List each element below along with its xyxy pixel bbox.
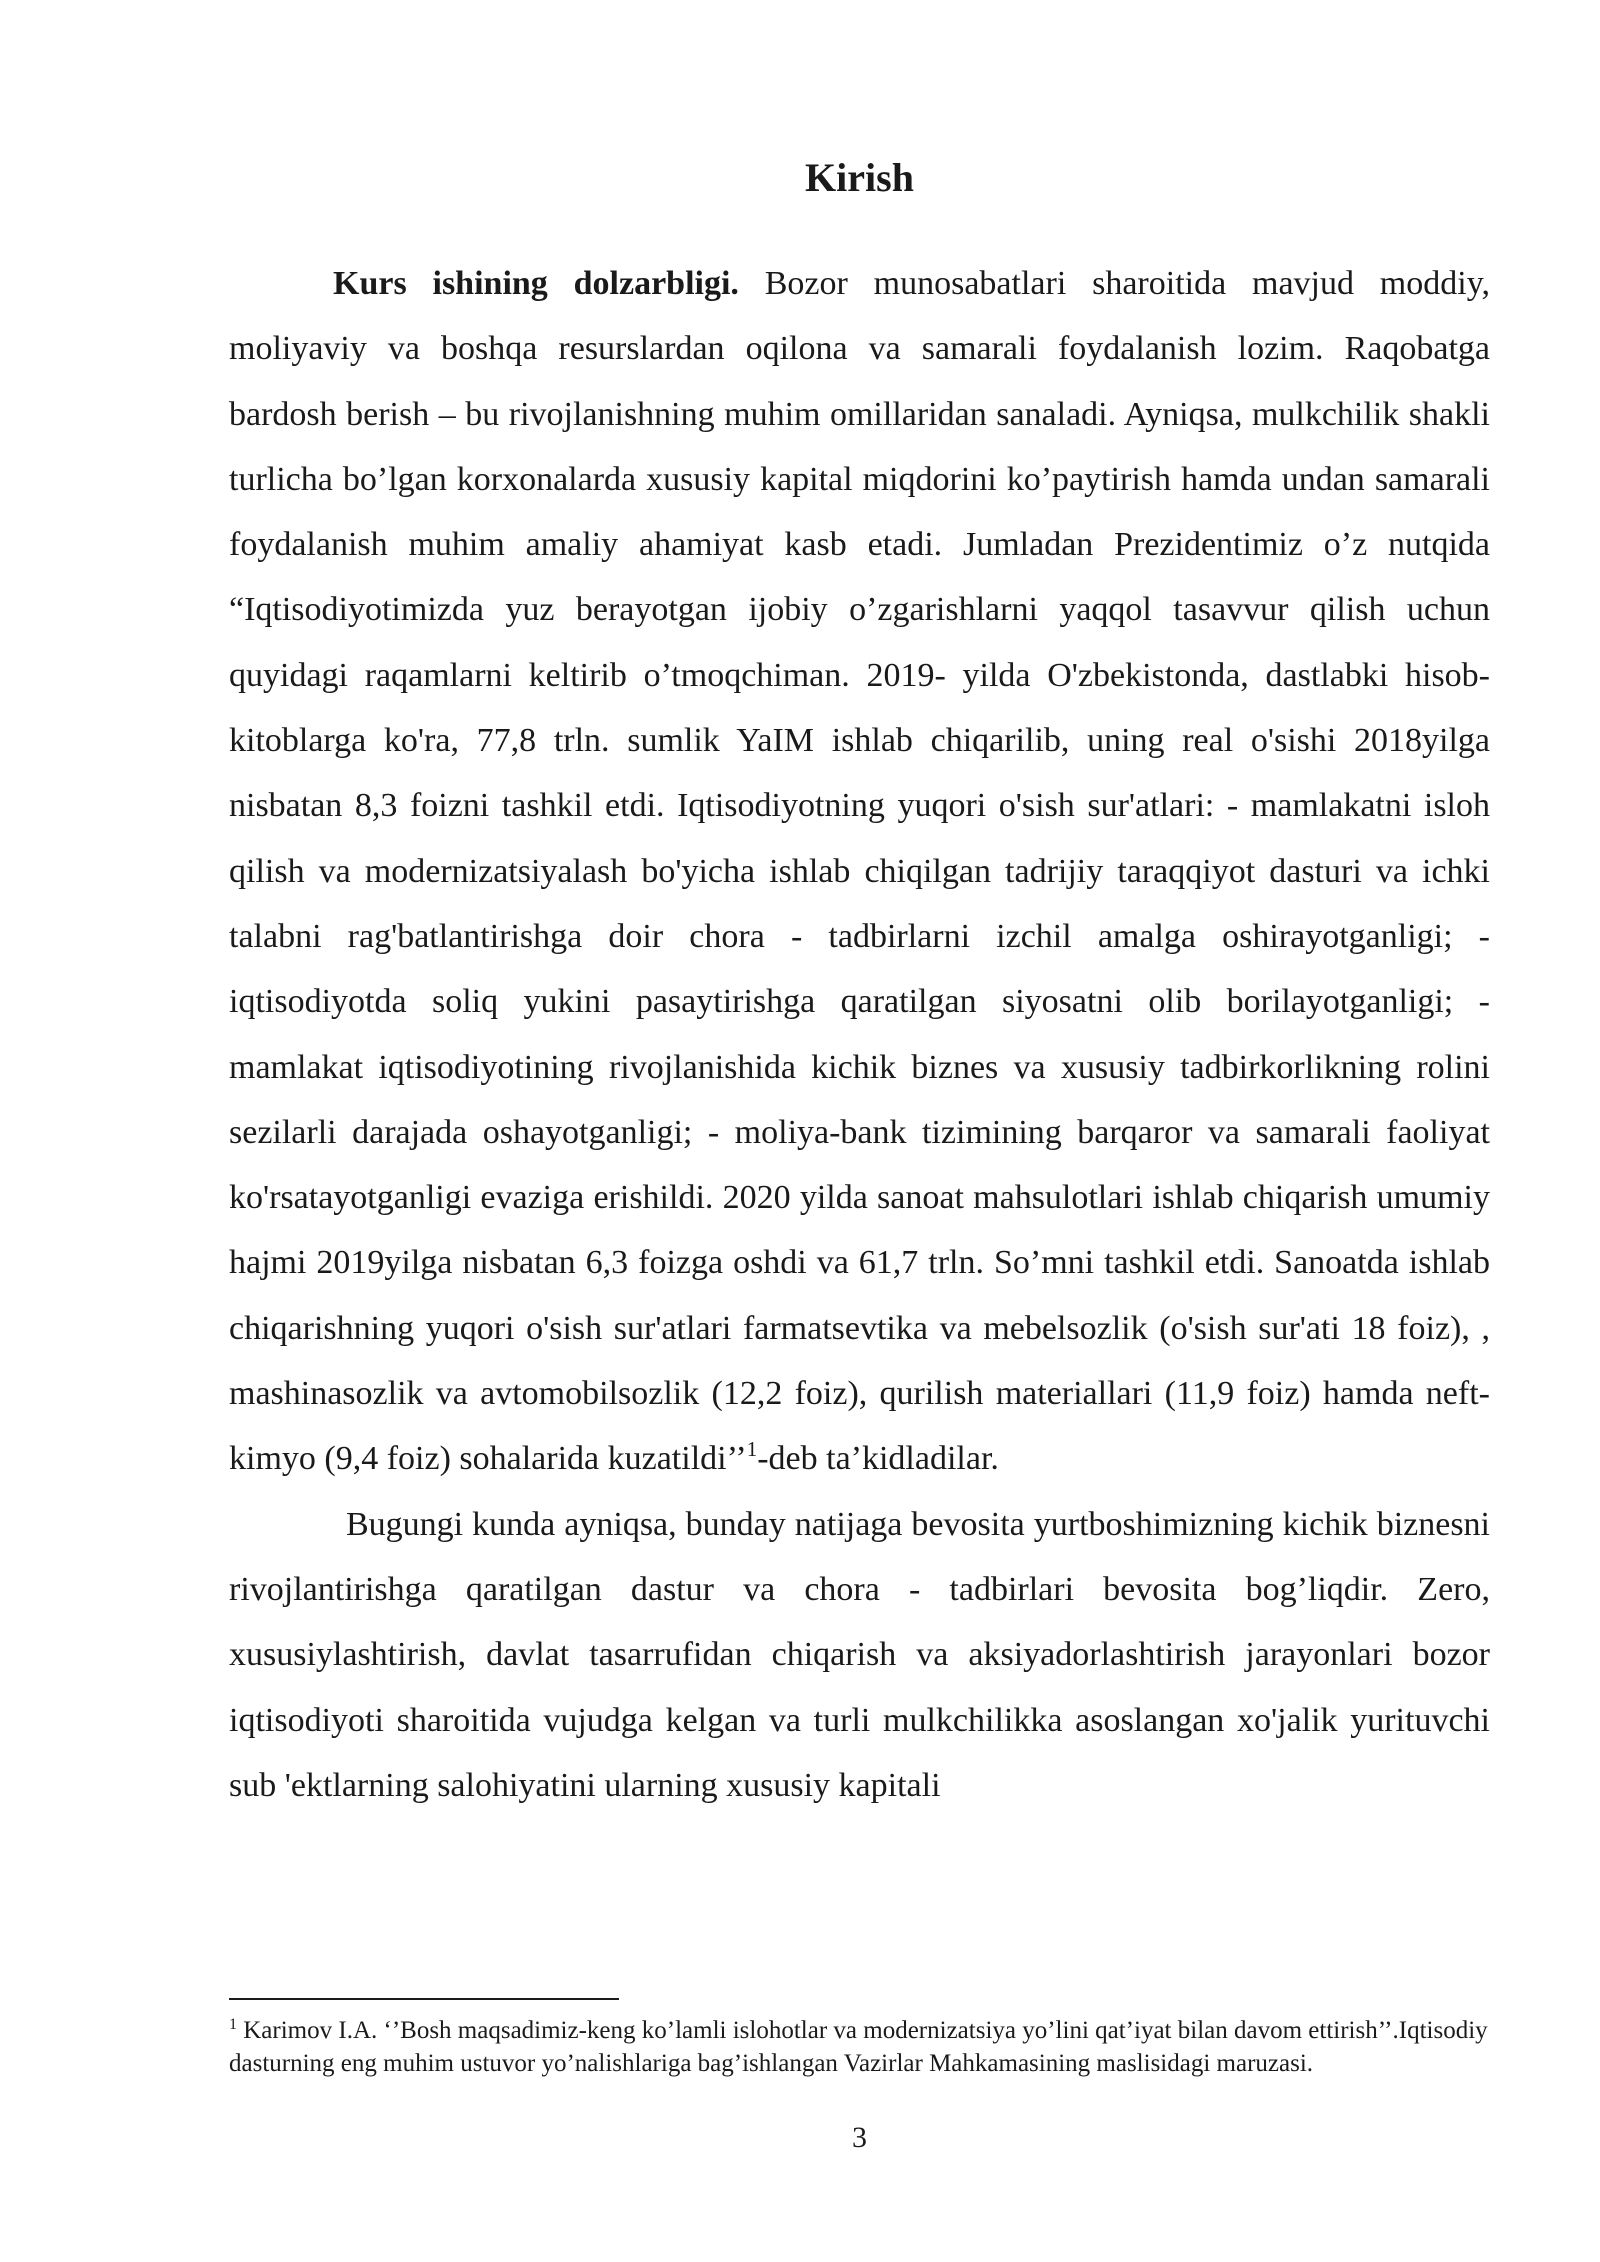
paragraph-lead: Kurs ishining dolzarbligi. <box>333 265 739 302</box>
section-title: Kirish <box>805 155 914 200</box>
footnote-marker: 1 <box>229 2016 237 2033</box>
body-text <box>229 251 1490 1818</box>
footnote-text: Karimov I.A. ‘’Bosh maqsadimiz-keng ko’lamli islohotlar va modernizatsiya yo’lini qat’iyat bilan davom ettirish’’.Iqtisodiy dasturning eng muhim ustuvor yo’nalishlariga bag’ishlangan Vazirlar Mahkamasining maslisidagi maruzasi. <box>229 2017 1488 2077</box>
footnote-reference[interactable]: 1 <box>746 1437 758 1462</box>
footnote-separator <box>229 1998 619 2000</box>
document-page <box>229 0 1490 2262</box>
paragraph-relevance <box>229 251 1490 1492</box>
paragraph-tail: -deb ta’kidladilar. <box>757 1440 999 1478</box>
paragraph-text: Bozor munosabatlari sharoitida mavjud moddiy, moliyaviy va boshqa resurslardan oqilona va samarali foydalanish lozim. Raqobatga bardosh berish – bu rivojlanishning muhim omillaridan sanaladi. Ayniqsa, mulkchilik shakli turlicha bo’lgan korxonalarda xususiy kapital miqdorini ko’paytirish hamda undan samarali foydalanish muhim amaliy ahamiyat kasb etadi. Jumladan Prezidentimiz o’z nutqida “Iqtisodiyotimizda yuz berayotgan ijobiy o’zgarishlarni yaqqol tasavvur qilish uchun quyidagi raqamlarni keltirib o’tmoqchiman. 2019- yilda O'zbekistonda, dastlabki hisob-kitoblarga ko'ra, 77,8 trln. sumlik YaIM ishlab chiqarilib, uning real o'sishi 2018yilga nisbatan 8,3 foizni tashkil etdi. Iqtisodiyotning yuqori o'sish sur'atlari: - mamlakatni isloh qilish va modernizatsiyalash bo'yicha ishlab chiqilgan tadrijiy taraqqiyot dasturi va ichki talabni rag'batlantirishga doir chora - tadbirlarni izchil amalga oshirayotganligi; - iqtisodiyotda soliq yukini pasaytirishga qaratilgan siyosatni olib borilayotganligi; - mamlakat iqtisodiyotining rivojlanishida kichik biznes va xususiy tadbirkorlikning rolini sezilarli darajada oshayotganligi; - moliya-bank tizimining barqaror va samarali faoliyat ko'rsatayotganligi evaziga erishildi. 2020 yilda sanoat mahsulotlari ishlab chiqarish umumiy hajmi 2019yilga nisbatan 6,3 foizga oshdi va 61,7 trln. So’mni tashkil etdi. Sanoatda ishlab chiqarishning yuqori o'sish sur'atlari farmatsevtika va mebelsozlik (o'sish sur'ati 18 foiz), , mashinasozlik va avtomobilsozlik (12,2 foiz), qurilish materiallari (11,9 foiz) hamda neft-kimyo (9,4 foiz) sohalarida kuzatildi’’ <box>229 265 1490 1478</box>
paragraph-today <box>229 1492 1490 1818</box>
paragraph-text: Bugungi kunda ayniqsa, bunday natijaga bevosita yurtboshimizning kichik biznesni rivojlantirishga qaratilgan dastur va chora - tadbirlari bevosita bog’liqdir. Zero, xususiylashtirish, davlat tasarrufidan chiqarish va aksiyadorlashtirish jarayonlari bozor iqtisodiyoti sharoitida vujudga kelgan va turli mulkchilikka asoslangan xo'jalik yurituvchi sub 'ektlarning salohiyatini ularning xususiy kapitali <box>229 1505 1490 1804</box>
page-number: 3 <box>852 2121 867 2154</box>
footnote <box>229 2014 1490 2080</box>
